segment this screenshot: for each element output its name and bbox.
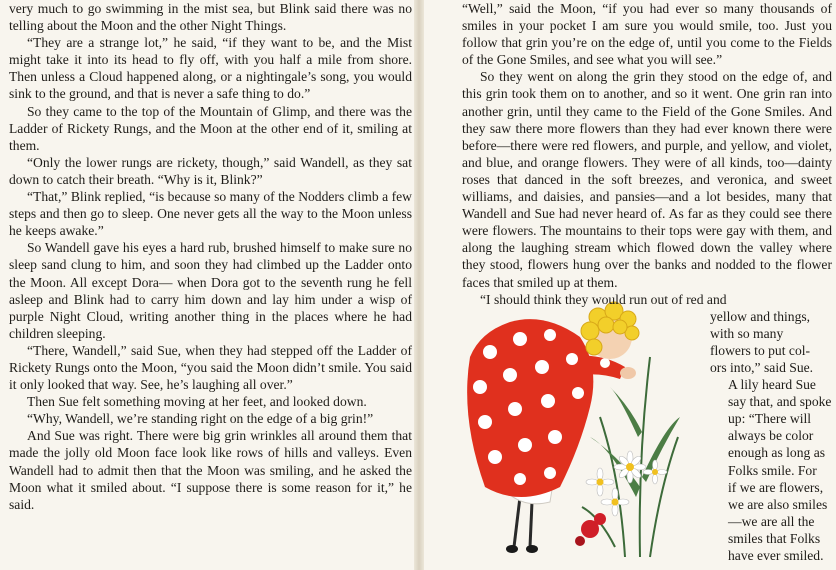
paragraph: Then Sue felt something moving at her feet, and looked down. <box>27 394 367 410</box>
paragraph: “There, Wandell,” said Sue, when they had stepped off the Ladder of Rickety Rungs onto the Moon, “you said the Moon didn’t smile. You said it only looked that way. See, he’s laughing all over.” <box>9 342 412 393</box>
paragraph: So they came to the top of the Mountain of Glimp, and there was the Ladder of Rickety Rungs, and the Moon at the other end of it, smiling at them. <box>9 103 412 153</box>
text-line: A lily heard Sue <box>728 377 816 393</box>
paragraph: “That,” Blink replied, “is because so many of the Nodders climb a few steps and then go to sleep. One never gets all the way to the Moon unless he keeps awake.” <box>9 189 412 239</box>
text-line: we are also smiles <box>728 496 828 512</box>
paragraph: “They are a strange lot,” he said, “if they want to be, and the Mist might take it into its head to fly off, with you half a mile from shore. Then unless a Cloud happened along, or a nightingale’s song, you would sink to the ground, and that is never a safe thing to do.” <box>9 35 412 102</box>
right-text-column <box>462 0 832 561</box>
paragraph: So they went on along the grin they stood on the edge of, and this grin took them on to another, and so it went. One grin ran into another grin, until they came to the Field of the Gone Smiles. And they saw there more flowers than they had ever known there were before—there were red flowers, and purple, and yellow, and violet, and blue, and orange flowers. They were of all kinds, too—dainty roses that danced in the soft breezes, and veronica, and sweet williams, and daisies, and pansies—and a lot besides, many that Wandell and Sue had never heard of. As far as they could see there were flowers. The mountains to their tops were gay with them, and along the laughing stream which flowed down the valley where they stood, flowers hung over the banks and nodded to the flower faces that smiled up at them. <box>462 69 832 290</box>
paragraph: “Why, Wandell, we’re standing right on the edge of a big grin!” <box>27 411 374 427</box>
right-page <box>424 0 836 570</box>
text-line: “I should think they would run out of red and <box>480 291 727 307</box>
text-line: yellow and things, <box>710 308 811 324</box>
text-line: always be color <box>728 428 814 444</box>
paragraph: very much to go swimming in the mist sea, but Blink said there was no telling about the Moon and the other Night Things. <box>9 1 412 34</box>
text-line: smiles that Folks <box>728 530 821 546</box>
paragraph: “Well,” said the Moon, “if you had ever so many thousands of smiles in your pocket I am sure you would smile, too. Just you follow that grin you’re on the edge of, until you come to the Fields of the Gone Smiles, and see what you will see.” <box>462 1 832 68</box>
left-text-column <box>9 0 412 513</box>
text-line: up: “There will <box>728 411 812 427</box>
text-line: say that, and spoke <box>728 394 832 410</box>
text-line: flowers to put col- <box>710 342 811 358</box>
text-line: ors into,” said Sue. <box>710 359 814 375</box>
text-line: enough as long as <box>728 445 826 461</box>
book-gutter <box>414 0 424 570</box>
text-line: Folks smile. For <box>728 462 817 478</box>
text-line: if we are flowers, <box>728 479 824 495</box>
text-line: with so many <box>710 325 784 341</box>
text-line: have ever smiled. <box>728 548 824 563</box>
illustration-area <box>462 291 832 561</box>
paragraph: And Sue was right. There were big grin wrinkles all around them that made the jolly old Moon face look like rows of hills and valleys. Even Wandell had to admit then that the Moon was smiling, and he asked the Moon what it smiled about. “I suppose there is some reason for it,” he said. <box>9 428 412 512</box>
paragraph: “Only the lower rungs are rickety, though,” said Wandell, as they sat down to catch their breath. “Why is it, Blink?” <box>9 154 412 187</box>
wrapped-text-block <box>462 291 832 561</box>
paragraph: So Wandell gave his eyes a hard rub, brushed himself to make sure no sleep sand clung to him, and soon they had climbed up the Ladder onto the Moon. All except Dora— when Dora got to the seventh rung he fell asleep and Blink had to carry him down and lay him under a wisp of purple Night Cloud, writing another thing in the places where he had children sleeping. <box>9 240 412 341</box>
left-page <box>0 0 414 570</box>
text-line: —we are all the <box>728 513 815 529</box>
